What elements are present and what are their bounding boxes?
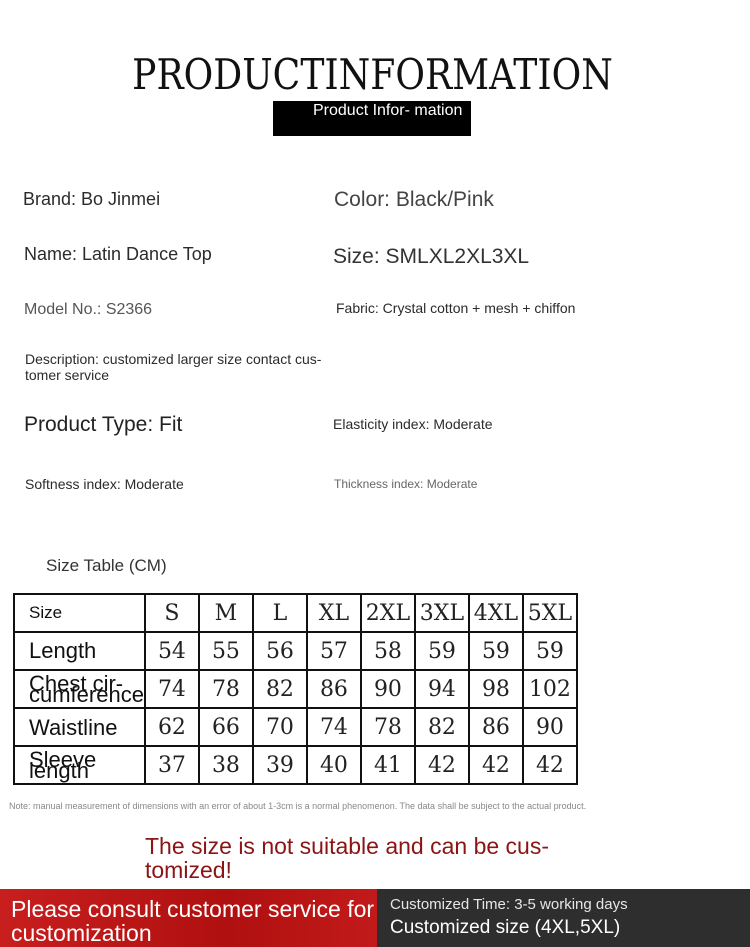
attr-fabric: Fabric: Crystal cotton + mesh + chiffon — [336, 300, 576, 316]
table-row — [14, 670, 577, 708]
size-table-caption: Size Table (CM) — [46, 556, 167, 575]
table-cell: 57 — [307, 632, 361, 670]
row-label-length: Length — [14, 632, 145, 670]
attr-brand: Brand: Bo Jinmei — [23, 189, 161, 209]
custom-time-text: Customized Time: 3-5 working days — [390, 896, 628, 913]
row-label-waistline: Waistline — [14, 708, 145, 746]
table-cell: 70 — [253, 708, 307, 746]
size-col-header: S — [145, 594, 199, 632]
attr-thickness: Thickness index: Moderate — [334, 477, 478, 491]
attr-size: Size: SMLXL2XL3XL — [333, 245, 530, 268]
attr-softness: Softness index: Moderate — [25, 476, 184, 492]
table-cell: 59 — [469, 632, 523, 670]
consult-banner: Please consult customer service for customization — [0, 889, 377, 947]
table-header-row — [14, 594, 577, 632]
table-cell: 59 — [523, 632, 577, 670]
table-cell: 98 — [469, 670, 523, 708]
table-cell: 74 — [307, 708, 361, 746]
table-cell: 56 — [253, 632, 307, 670]
table-cell: 37 — [145, 746, 199, 784]
size-col-header: L — [253, 594, 307, 632]
table-cell: 86 — [307, 670, 361, 708]
subtitle-badge: Product Infor- mation — [273, 101, 471, 136]
measurement-note: Note: manual measurement of dimensions with an error of about 1-3cm is a normal phenomenon. The data shall be subject to the actual product. — [9, 801, 587, 811]
size-col-header: 2XL — [361, 594, 415, 632]
table-cell: 102 — [523, 670, 577, 708]
attr-name: Name: Latin Dance Top — [24, 244, 212, 264]
table-cell: 66 — [199, 708, 253, 746]
table-cell: 90 — [361, 670, 415, 708]
table-cell: 90 — [523, 708, 577, 746]
size-col-header: 4XL — [469, 594, 523, 632]
table-cell: 40 — [307, 746, 361, 784]
attr-elasticity: Elasticity index: Moderate — [333, 416, 493, 432]
table-cell: 78 — [361, 708, 415, 746]
table-cell: 86 — [469, 708, 523, 746]
table-cell: 58 — [361, 632, 415, 670]
attr-model: Model No.: S2366 — [24, 301, 153, 318]
table-cell: 94 — [415, 670, 469, 708]
table-cell: 39 — [253, 746, 307, 784]
row-label-sleeve: Sleeve length — [14, 746, 145, 784]
table-cell: 59 — [415, 632, 469, 670]
custom-size-text: Customized size (4XL,5XL) — [390, 917, 621, 938]
size-table — [13, 593, 578, 785]
table-cell: 78 — [199, 670, 253, 708]
table-cell: 42 — [523, 746, 577, 784]
size-col-header: XL — [307, 594, 361, 632]
customization-warning: The size is not suitable and can be cus- tomized! — [145, 833, 550, 883]
table-cell: 42 — [415, 746, 469, 784]
attr-color: Color: Black/Pink — [334, 188, 494, 211]
size-col-header: 3XL — [415, 594, 469, 632]
table-cell: 54 — [145, 632, 199, 670]
attr-description: Description: customized larger size contact cus- tomer service — [25, 351, 322, 383]
table-cell: 62 — [145, 708, 199, 746]
table-cell: 82 — [415, 708, 469, 746]
table-cell: 74 — [145, 670, 199, 708]
table-cell: 41 — [361, 746, 415, 784]
table-row — [14, 632, 577, 670]
size-col-header: M — [199, 594, 253, 632]
table-row — [14, 746, 577, 784]
attr-product-type: Product Type: Fit — [24, 413, 183, 436]
table-row — [14, 708, 577, 746]
size-header-label: Size — [14, 594, 145, 632]
page-title: PRODUCTINFORMATION — [132, 50, 613, 99]
table-cell: 82 — [253, 670, 307, 708]
custom-info-banner — [377, 889, 750, 947]
table-cell: 42 — [469, 746, 523, 784]
table-cell: 38 — [199, 746, 253, 784]
table-cell: 55 — [199, 632, 253, 670]
row-label-chest: Chest cir- cumference — [14, 670, 145, 708]
size-col-header: 5XL — [523, 594, 577, 632]
